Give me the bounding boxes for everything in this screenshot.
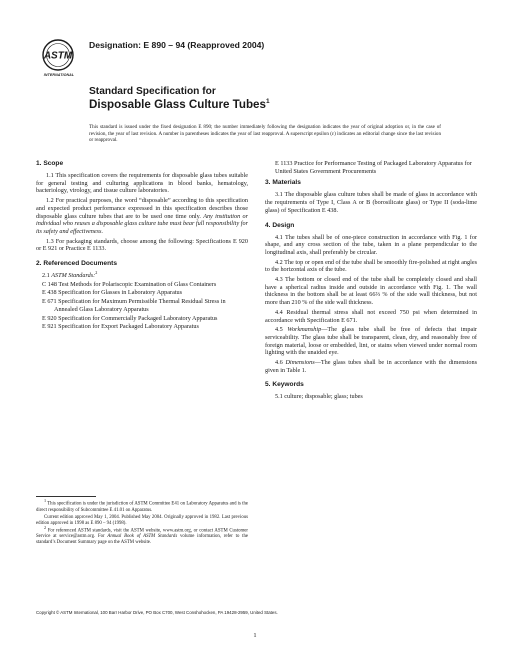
right-column <box>265 160 477 408</box>
section-heading: 3. Materials <box>265 179 301 187</box>
footnote: $^2$ For referenced ASTM standards, visit the ASTM website, www.astm.org, or contact ASTM Customer Service at service@astm.org. For Annual Book of ASTM Standards volume information, refer to the standard’s Document Summary page on the ASTM website. <box>36 524 249 546</box>
paragraph: 1.1 This specification covers the requirements for disposable glass tubes suitable for general testing and culturing applications in blood banks, hematology, bacteriology, virology, and tissue culture laboratories. <box>36 172 248 195</box>
paragraph: 1.2 For practical purposes, the word “disposable” according to this specification and expected product performance expressed in this specification describes those disposable glass culture tubes that are to be used one time only. Any institution or individual who reuses a disposable glass culture tube must bear full responsibility for its safety and effectiveness. <box>36 197 248 235</box>
reference-item: C 148 Test Methods for Polariscopic Examination of Glass Containers <box>42 280 217 288</box>
section-materials <box>265 179 477 214</box>
copyright-notice: Copyright © ASTM International, 100 Barr Harbor Drive, PO Box C700, West Conshohocken, PA 19428-2959, United States. <box>36 610 278 615</box>
section-heading: 5. Keywords <box>265 381 304 389</box>
title-line-1: Standard Specification for <box>89 86 216 97</box>
reference-item: E 921 Specification for Export Packaged Laboratory Apparatus <box>42 323 199 331</box>
reference-item: E 1133 Practice for Performance Testing of Packaged Laboratory Apparatus for United States Government Procurements <box>275 160 472 175</box>
logo-wordmark: INTERNATIONAL <box>43 73 75 77</box>
paragraph: 4.1 The tubes shall be of one-piece construction in accordance with Fig. 1 for shape, and any cross section of the tube, taken in a plane perpendicular to the longitudinal axis, shall preferably be circular. <box>265 233 477 256</box>
paragraph: 4.4 Residual thermal stress shall not exceed 750 psi when determined in accordance with Specification E 671. <box>265 308 477 324</box>
astm-logo-icon <box>38 38 78 72</box>
section-design <box>265 222 477 375</box>
svg-text:ASTM: ASTM <box>43 50 73 62</box>
section-scope <box>36 160 248 253</box>
title-footnote-mark: 1 <box>265 98 270 106</box>
document-title <box>89 86 270 112</box>
page-number: 1 <box>253 632 257 639</box>
paragraph: 2.1 ASTM Standards:$^2$ <box>42 269 98 280</box>
footnotes <box>36 498 249 547</box>
section-heading: 2. Referenced Documents <box>36 260 117 268</box>
footnote-divider <box>36 496 96 497</box>
reference-item: E 920 Specification for Commercially Packaged Laboratory Apparatus <box>42 314 218 322</box>
reference-item: E 671 Specification for Maximum Permissible Thermal Residual Stress in Annealed Glass Laboratory Apparatus <box>42 298 226 313</box>
paragraph: 1.3 For packaging standards, choose among the following: Specifications E 920 or E 921 or Practice E 1133. <box>36 237 248 253</box>
paragraph: 3.1 The disposable glass culture tubes shall be made of glass in accordance with the requirements of Type I, Class A or B (borosilicate glass) or Type II (soda-lime glass) of Specification E 438. <box>265 191 477 214</box>
footnote: $^1$ This specification is under the jurisdiction of ASTM Committee E41 on Laboratory Apparatus and is the direct responsibility of Subcommittee E 41.01 on Apparatus. <box>36 498 248 513</box>
reference-item: E 438 Specification for Glasses in Laboratory Apparatus <box>42 289 183 297</box>
section-referenced-documents <box>36 260 248 331</box>
left-column <box>36 160 248 338</box>
section-heading: 4. Design <box>265 221 295 229</box>
paragraph: 5.1 culture; disposable; glass; tubes <box>275 393 363 401</box>
paragraph: 4.3 The bottom or closed end of the tube shall be completely closed and shall have a spherical radius inside and outside in accordance with Fig. 1. The wall thickness in the bottom shall be at least 66⅔ % of the side wall thickness, but not more than 210 % of the side wall thickness. <box>265 276 477 307</box>
section-heading: 1. Scope <box>36 160 64 167</box>
paragraph: 4.6 Dimensions—The glass tubes shall be in accordance with the dimensions given in Table 1. <box>265 359 478 374</box>
title-line-2: Disposable Glass Culture Tubes$^1$ <box>89 98 270 111</box>
section-keywords <box>265 381 477 401</box>
standard-notice: This standard is issued under the fixed designation E 890; the number immediately following the designation indicates the year of original adoption or, in the case of revision, the year of last revision. A number in parentheses indicates the year of last reapproval. A superscript epsilon (ε) indicates an editorial change since the last revision or reapproval. <box>89 124 441 144</box>
footnote: Current edition approved May 1, 2004. Published May 2004. Originally approved in 1982. Last previous edition approved in 1998 as E 890 – 94 (1998). <box>36 514 248 526</box>
paragraph: 4.2 The top or open end of the tube shall be smoothly fire-polished at right angles to the horizontal axis of the tube. <box>265 258 477 274</box>
designation: Designation: E 890 – 94 (Reapproved 2004) <box>89 40 265 50</box>
paragraph: 4.5 Workmanship—The glass tube shall be free of defects that impair serviceability. The glass tube shall be transparent, clean, dry, and reasonably free of foreign material, loose or embedded, lint, or stains when viewed under normal room lighting with the unaided eye. <box>265 326 477 357</box>
